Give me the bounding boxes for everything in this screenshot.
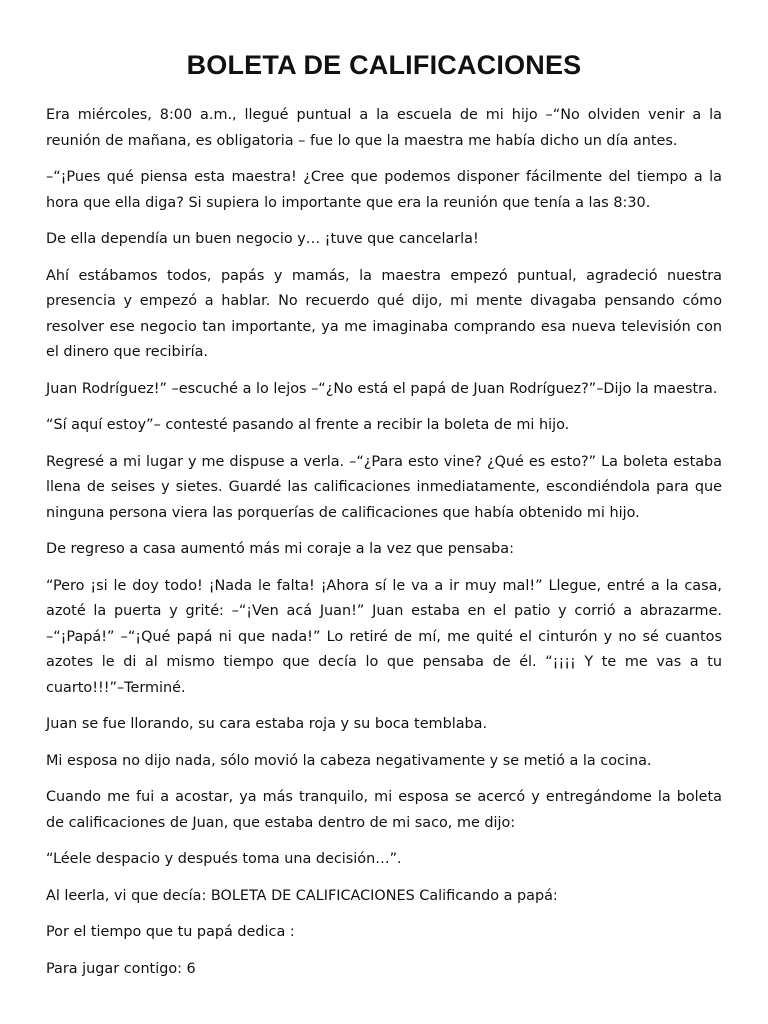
paragraph: Juan Rodríguez!” –escuché a lo lejos –“¿No está el papá de Juan Rodríguez?”–Dijo la maestra. — [46, 380, 718, 397]
paragraph: Regresé a mi lugar y me dispuse a verla. –“¿Para esto vine? ¿Qué es esto?” La boleta estaba llena de seises y sietes. Guardé las calificaciones inmediatamente, escondiéndola para que ninguna persona viera las porquerías de calificaciones que había obtenido mi hijo. — [46, 453, 722, 521]
paragraph: Mi esposa no dijo nada, sólo movió la cabeza negativamente y se metió a la cocina. — [46, 752, 652, 769]
paragraph: Cuando me fui a acostar, ya más tranquilo, mi esposa se acercó y entregándome la boleta de calificaciones de Juan, que estaba dentro de mi saco, me dijo: — [46, 789, 722, 831]
paragraph: –“¡Pues qué piensa esta maestra! ¿Cree que podemos disponer fácilmente del tiempo a la hora que ella diga? Si supiera lo importante que era la reunión que tenía a las 8:30. — [46, 169, 722, 211]
paragraph: “Léele despacio y después toma una decisión…”. — [46, 851, 402, 867]
paragraph: “Pero ¡si le doy todo! ¡Nada le falta! ¡Ahora sí le va a ir muy mal!” Llegue, entré a la casa, azoté la puerta y grité: –“¡Ven acá Juan!” Juan estaba en el patio y corrió a abrazarme. –“¡Papá!” –“¡Qué papá ni que nada!” Lo retiré de mí, me quité el cinturón y no sé cuantos azotes le di al mismo tiempo que decía lo que pensaba de él. “¡¡¡¡ Y te me vas a tu cuarto!!!”–Terminé. — [46, 577, 722, 696]
paragraph: Al leerla, vi que decía: BOLETA DE CALIFICACIONES Calificando a papá: — [46, 887, 558, 904]
paragraph: Juan se fue llorando, su cara estaba roja y su boca temblaba. — [46, 716, 488, 732]
paragraph: De ella dependía un buen negocio y… ¡tuve que cancelarla! — [46, 231, 479, 247]
paragraph: Era miércoles, 8:00 a.m., llegué puntual a la escuela de mi hijo –“No olviden venir a la reunión de mañana, es obligatoria – fue lo que la maestra me había dicho un día antes. — [46, 107, 722, 149]
paragraph: De regreso a casa aumentó más mi coraje a la vez que pensaba: — [46, 541, 514, 557]
paragraph: Por el tiempo que tu papá dedica : — [46, 924, 295, 940]
document-title: BOLETA DE CALIFICACIONES — [186, 50, 582, 80]
paragraph: “Sí aquí estoy”– contesté pasando al frente a recibir la boleta de mi hijo. — [46, 417, 570, 433]
paragraph: Para jugar contigo: 6 — [46, 960, 196, 977]
paragraph: Ahí estábamos todos, papás y mamás, la maestra empezó puntual, agradeció nuestra presencia y empezó a hablar. No recuerdo qué dijo, mi mente divagaba pensando cómo resolver ese negocio tan importante, ya me imaginaba comprando esa nueva televisión con el dinero que recibiría. — [46, 267, 722, 360]
